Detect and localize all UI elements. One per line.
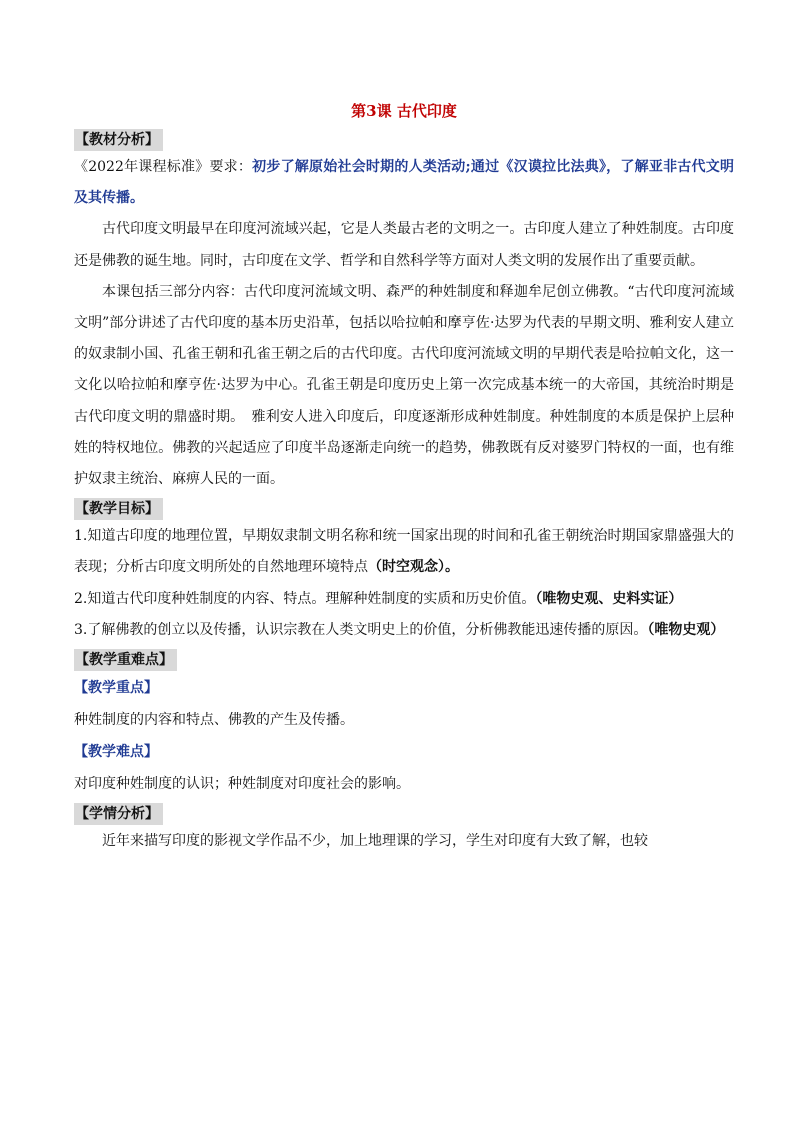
focus-label: 【教学重点】 — [74, 680, 158, 697]
goal-item-3-text: 3.了解佛教的创立以及传播，认识宗教在人类文明史上的价值，分析佛教能迅速传播的原因。 — [74, 621, 648, 638]
difficulty-label: 【教学难点】 — [74, 744, 158, 761]
section-heading-keypoints: 【教学重难点】 — [74, 649, 177, 671]
curriculum-standard-prefix: 《2022年课程标准》要求： — [74, 159, 253, 175]
curriculum-standard-requirement: 初步了解原始社会时期的人类活动;通过《汉谟拉比法典》，了解亚非古代文明及其传播。 — [74, 159, 734, 207]
students-paragraph-1: 近年来描写印度的影视文学作品不少，加上地理课的学习，学生对印度有大致了解，也较 — [102, 833, 648, 850]
difficulty-text: 对印度种姓制度的认识；种姓制度对印度社会的影响。 — [74, 776, 410, 793]
section-keypoints-heading-row — [74, 646, 734, 672]
section-heading-goals: 【教学目标】 — [74, 498, 163, 520]
goal-item-2-tag: （唯物史观、史料实证） — [535, 590, 683, 607]
section-analysis-heading-row — [74, 126, 734, 152]
lesson-title: 第3课 古代印度 — [351, 102, 457, 120]
analysis-paragraph-2: 本课包括三部分内容：古代印度河流域文明、森严的种姓制度和释迦牟尼创立佛教。“古代印度河流域文明”部分讲述了古代印度的基本历史沿革，包括以哈拉帕和摩亨佐·达罗为代表的早期文明、雅利安人建立的奴隶制小国、孔雀王朝和孔雀王朝之后的古代印度。古代印度河流域文明的早期代表是哈拉帕文化，这一文化以哈拉帕和摩亨佐·达罗为中心。孔雀王朝是印度历史上第一次完成基本统一的大帝国，其统治时期是古代印度文明的鼎盛时期。 雅利安人进入印度后，印度逐渐形成种姓制度。种姓制度的本质是保护上层种姓的特权地位。佛教的兴起适应了印度半岛逐渐走向统一的趋势，佛教既有反对婆罗门特权的一面，也有维护奴隶主统治、麻痹人民的一面。 — [74, 283, 734, 488]
goal-item-2 — [74, 584, 734, 615]
document-page — [74, 96, 734, 858]
section-heading-analysis: 【教材分析】 — [74, 129, 163, 151]
goal-item-1-tag: （时空观念）。 — [368, 559, 459, 576]
goal-item-3-tag: （唯物史观） — [647, 621, 725, 638]
section-heading-students: 【学情分析】 — [74, 803, 163, 825]
section-goals-heading-row — [74, 495, 734, 521]
focus-text: 种姓制度的内容和特点、佛教的产生及传播。 — [74, 712, 354, 729]
analysis-paragraph-1: 古代印度文明最早在印度河流域兴起，它是人类最古老的文明之一。古印度人建立了种姓制度。古印度还是佛教的诞生地。同时，古印度在文学、哲学和自然科学等方面对人类文明的发展作出了重要贡献。 — [74, 221, 734, 269]
section-students-heading-row — [74, 800, 734, 826]
goal-item-1 — [74, 521, 734, 583]
goal-item-1-text: 1.知道古印度的地理位置，早期奴隶制文明名称和统一国家出现的时间和孔雀王朝统治时期国家鼎盛强大的表现；分析古印度文明所处的自然地理环境特点 — [74, 528, 734, 576]
goal-item-3 — [74, 615, 734, 646]
goal-item-2-text: 2.知道古代印度种姓制度的内容、特点。理解种姓制度的实质和历史价值。 — [74, 590, 536, 607]
curriculum-standard-paragraph — [74, 152, 734, 214]
